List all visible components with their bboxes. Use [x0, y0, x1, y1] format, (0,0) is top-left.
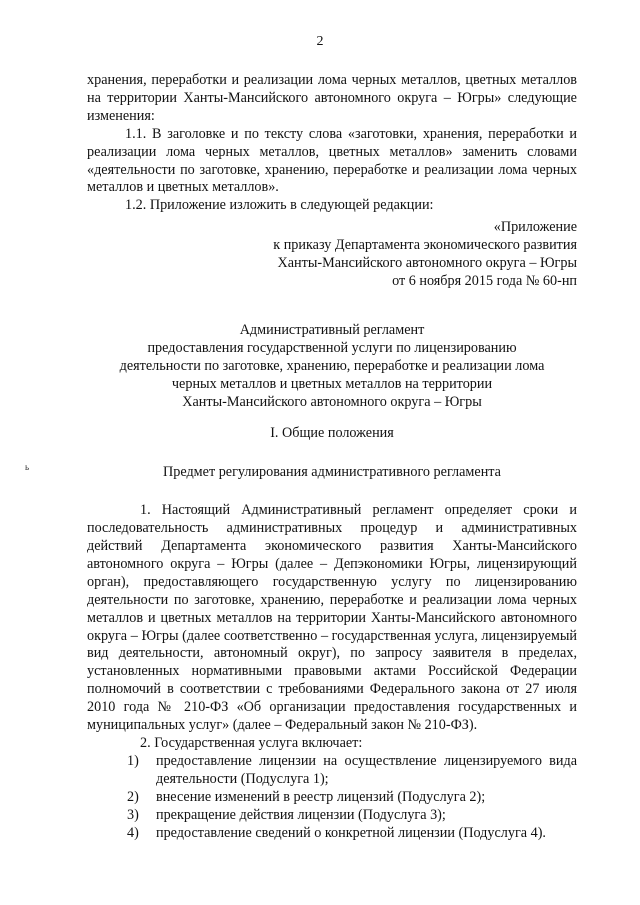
item-1-2-paragraph: 1.2. Приложение изложить в следующей редакции: — [125, 197, 434, 214]
list-item-text: предоставление сведений о конкретной лицензии (Подуслуга 4). — [156, 824, 546, 841]
paragraph-1: 1. Настоящий Административный регламент определяет сроки и последовательность административных процедур и административных действий Департамента экономического развития Ханты-Мансийского автономного округа – Югры (далее – Депэкономики Югры, лицензирующий орган), предоставляющего государственную услугу по лицензированию деятельности по заготовке, хранению, переработке и реализации лома черных металлов и цветных металлов на территории Ханты-Мансийского автономного округа – Югры (далее соответственно – государственная услуга, лицензируемый вид деятельности, автономный округ), по запросу заявителя в пределах, установленных нормативными правовыми актами Российской Федерации полномочий в соответствии с требованиями Федерального закона от 27 июля 2010 года № 210-ФЗ «Об организации предоставления государственных и муниципальных услуг» (далее – Федеральный закон № 210-ФЗ). — [87, 502, 577, 734]
item-1-1-paragraph: 1.1. В заголовке и по тексту слова «заготовки, хранения, переработки и реализации лома черных металлов, цветных металлов» заменить словами «деятельности по заготовке, хранению, переработке и реализации лома черных металлов и цветных металлов». — [87, 125, 577, 196]
list-item — [87, 807, 577, 825]
document-body — [87, 72, 577, 842]
regulation-title — [87, 322, 577, 412]
list-item — [87, 825, 577, 843]
list-item-text: прекращение действия лицензии (Подуслуга 3); — [156, 806, 446, 823]
title-line-5: Ханты-Мансийского автономного округа – Югры — [182, 393, 482, 410]
list-item-number: 3) — [127, 806, 139, 823]
appendix-line-4: от 6 ноября 2015 года № 60-нп — [392, 272, 577, 289]
list-item-text: предоставление лицензии на осуществление лицензируемого вида деятельности (Подуслуга 1); — [156, 752, 577, 787]
appendix-line-2: к приказу Департамента экономического развития — [273, 237, 577, 254]
margin-mark: ь — [25, 462, 30, 472]
subject-heading: Предмет регулирования административного регламента — [163, 464, 501, 481]
appendix-line-3: Ханты-Мансийского автономного округа – Югры — [277, 255, 577, 272]
intro-paragraph: хранения, переработки и реализации лома черных металлов, цветных металлов на территории Ханты-Мансийского автономного округа – Югры» следующие изменения: — [87, 72, 577, 124]
appendix-line-1: «Приложение — [493, 219, 577, 236]
paragraph-2: 2. Государственная услуга включает: — [140, 735, 363, 751]
list-item-text: внесение изменений в реестр лицензий (Подуслуга 2); — [156, 788, 486, 805]
page-number: 2 — [316, 34, 324, 49]
services-list — [87, 753, 577, 843]
title-line-3: деятельности по заготовке, хранению, переработке и реализации лома — [119, 357, 545, 374]
list-item-number: 2) — [127, 788, 139, 805]
appendix-reference — [87, 219, 577, 291]
list-item-number: 4) — [127, 824, 139, 841]
title-line-2: предоставления государственной услуги по лицензированию — [147, 339, 517, 356]
list-item — [87, 789, 577, 807]
title-line-1: Административный регламент — [239, 321, 425, 338]
section-heading: I. Общие положения — [270, 425, 394, 442]
title-line-4: черных металлов и цветных металлов на территории — [171, 375, 493, 392]
list-item — [87, 753, 577, 789]
list-item-number: 1) — [127, 752, 139, 769]
